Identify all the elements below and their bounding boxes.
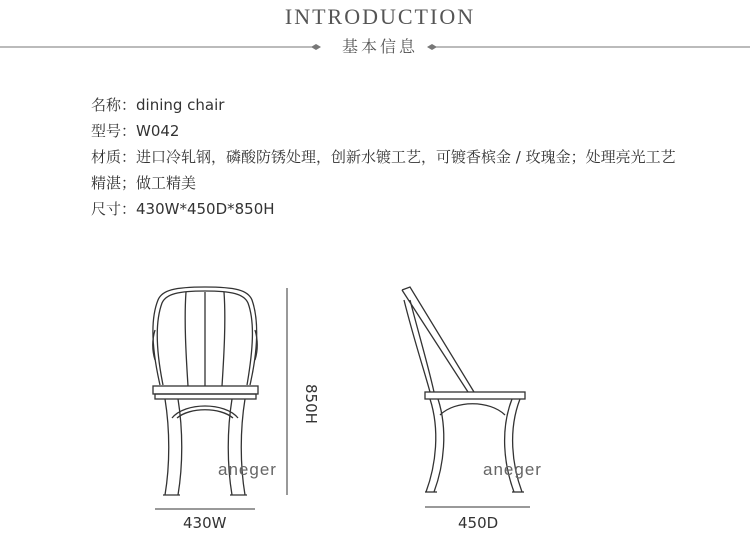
- brand-logo-side: aneger: [483, 460, 542, 479]
- page-subtitle: 基本信息: [341, 37, 418, 56]
- page-title: INTRODUCTION: [284, 4, 476, 29]
- height-label: 850H: [302, 384, 320, 424]
- spec-size: 尺寸：430W*450D*850H: [91, 200, 275, 218]
- width-label: 430W: [183, 514, 227, 532]
- brand-logo-front: aneger: [218, 460, 277, 479]
- spec-material: 材质：进口冷轧钢，磷酸防锈处理，创新水镀工艺，可镀香槟金 / 玫瑰金；处理亮光工艺精湛；做工精美: [91, 148, 676, 192]
- depth-label: 450D: [458, 514, 499, 532]
- spec-name: 名称：dining chair: [91, 96, 225, 114]
- spec-model: 型号：W042: [91, 122, 180, 140]
